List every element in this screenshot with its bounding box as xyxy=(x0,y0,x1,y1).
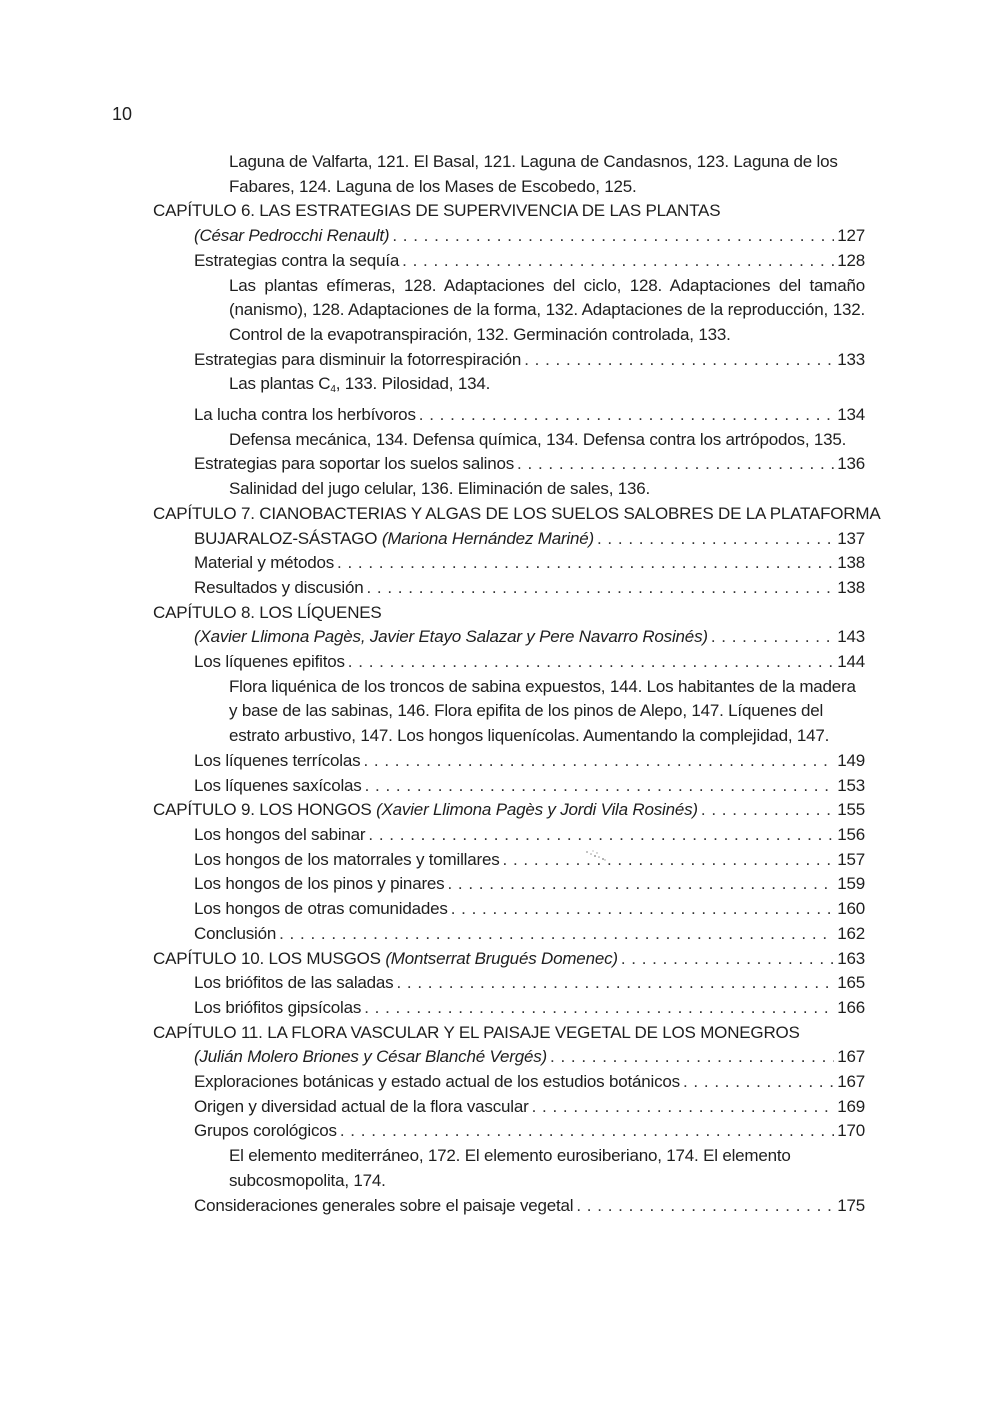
entry-page: 166 xyxy=(837,997,865,1017)
chapter9-author: (Xavier Llimona Pagès y Jordi Vila Rosinés) xyxy=(376,800,698,820)
chapter9-page: 155 xyxy=(837,800,865,820)
entry-title: Exploraciones botánicas y estado actual de los estudios botánicos xyxy=(194,1072,680,1092)
entry-title: Los briófitos gipsícolas xyxy=(194,997,362,1017)
toc-entry xyxy=(153,749,865,774)
section-detail: Salinidad del jugo celular, 136. Eliminación de sales, 136. xyxy=(229,479,651,499)
chapter8-author-entry xyxy=(153,625,865,650)
dot-leader xyxy=(576,1194,834,1219)
chapter7-title-line2 xyxy=(194,527,594,552)
dot-leader xyxy=(451,897,835,922)
toc-entry xyxy=(153,971,865,996)
chapter10-title: CAPÍTULO 10. LOS MUSGOS xyxy=(153,948,381,968)
table-of-contents xyxy=(153,150,881,1218)
chapter10-title-line xyxy=(153,947,618,972)
dot-leader xyxy=(503,848,835,873)
entry-title: Los hongos de otras comunidades xyxy=(194,899,448,919)
dot-leader xyxy=(363,749,834,774)
toc-entry xyxy=(153,249,865,274)
chapter11-page: 167 xyxy=(837,1047,865,1067)
entry-page: 157 xyxy=(837,849,865,869)
chapter6-author-entry xyxy=(153,224,865,249)
dot-leader xyxy=(279,922,834,947)
scan-speck xyxy=(583,848,613,862)
chapter7-author: (Mariona Hernández Mariné) xyxy=(381,528,594,548)
chapter9-title-line xyxy=(153,798,698,823)
toc-entry xyxy=(153,1194,865,1219)
entry-title: Material y métodos xyxy=(194,553,335,573)
dot-leader xyxy=(368,823,834,848)
chapter8-title: CAPÍTULO 8. LOS LÍQUENES xyxy=(153,602,382,622)
section-detail xyxy=(153,372,865,403)
entry-page: 162 xyxy=(837,923,865,943)
entry-title: Los líquenes terrícolas xyxy=(194,750,361,770)
dot-leader xyxy=(621,947,834,972)
entry-page: 156 xyxy=(837,824,865,844)
entry-page: 167 xyxy=(837,1072,865,1092)
entry-title: Los líquenes saxícolas xyxy=(194,775,362,795)
dot-leader xyxy=(532,1095,835,1120)
entry-title: Consideraciones generales sobre el paisaje vegetal xyxy=(194,1195,574,1215)
entry-page: 159 xyxy=(837,874,865,894)
detail-text: Las plantas C xyxy=(229,374,331,394)
entry-title: Resultados y discusión xyxy=(194,577,364,597)
dot-leader xyxy=(550,1045,834,1070)
chapter7-title: CAPÍTULO 7. CIANOBACTERIAS Y ALGAS DE LOS SUELOS SALOBRES DE LA PLATAFORMA xyxy=(153,503,881,523)
toc-entry xyxy=(153,922,865,947)
entry-title: Grupos corológicos xyxy=(194,1121,337,1141)
dot-leader xyxy=(517,452,834,477)
entry-title: Los hongos de los pinos y pinares xyxy=(194,874,445,894)
chapter7-title-entry xyxy=(153,527,865,552)
entry-title: Los hongos de los matorrales y tomillares xyxy=(194,849,500,869)
chapter11-author: (Julián Molero Briones y César Blanché Vergés) xyxy=(194,1047,547,1067)
chapter8-author: (Xavier Llimona Pagès, Javier Etayo Salazar y Pere Navarro Rosinés) xyxy=(194,627,708,647)
detail-text: , 133. Pilosidad, 134. xyxy=(335,374,491,394)
chapter6-title: CAPÍTULO 6. LAS ESTRATEGIAS DE SUPERVIVENCIA DE LAS PLANTAS xyxy=(153,201,721,221)
chapter10-page: 163 xyxy=(837,948,865,968)
section-detail: Las plantas efímeras, 128. Adaptaciones del ciclo, 128. Adaptaciones del tamaño (nanismo), 128. Adaptaciones de la forma, 132. Adaptaciones de la reproducción, 132. Control de la evapotranspiración, 132. Germinación controlada, 133. xyxy=(229,275,865,344)
entry-title: Estrategias para soportar los suelos salinos xyxy=(194,454,515,474)
entry-page: 138 xyxy=(837,577,865,597)
toc-entry xyxy=(153,996,865,1021)
entry-page: 144 xyxy=(837,652,865,672)
toc-entry xyxy=(153,650,865,675)
entry-page: 165 xyxy=(837,973,865,993)
dot-leader xyxy=(364,996,834,1021)
entry-page: 134 xyxy=(837,405,865,425)
entry-page: 149 xyxy=(837,750,865,770)
entry-page: 153 xyxy=(837,775,865,795)
toc-entry xyxy=(153,872,865,897)
chapter6-author: (César Pedrocchi Renault) xyxy=(194,226,390,246)
dot-leader xyxy=(419,403,834,428)
entry-page: 169 xyxy=(837,1096,865,1116)
chapter9-title-entry xyxy=(153,798,865,823)
dot-leader xyxy=(683,1070,834,1095)
page-number: 10 xyxy=(112,104,133,124)
title-text: BUJARALOZ-SÁSTAGO xyxy=(194,528,378,548)
dot-leader xyxy=(597,527,834,552)
toc-entry xyxy=(153,452,865,477)
entry-page: 170 xyxy=(837,1121,865,1141)
dot-leader xyxy=(337,551,834,576)
entry-title: Los líquenes epifitos xyxy=(194,652,345,672)
entry-page: 128 xyxy=(837,250,865,270)
chapter10-author: (Montserrat Brugués Domenec) xyxy=(385,948,618,968)
dot-leader xyxy=(392,224,834,249)
subscript: 4 xyxy=(330,384,336,396)
entry-page: 136 xyxy=(837,454,865,474)
section-detail: Flora liquénica de los troncos de sabina expuestos, 144. Los habitantes de la madera y base de las sabinas, 146. Flora epifita de los pinos de Alepo, 147. Líquenes del estrato arbustivo, 147. Los hongos liquenícolas. Aumentando la complejidad, 147. xyxy=(229,676,856,746)
entry-page: 175 xyxy=(837,1195,865,1215)
dot-leader xyxy=(365,774,835,799)
chapter10-title-entry xyxy=(153,947,865,972)
chapter9-title: CAPÍTULO 9. LOS HONGOS xyxy=(153,800,372,820)
chapter11-author-entry xyxy=(153,1045,865,1070)
toc-entry xyxy=(153,774,865,799)
dot-leader xyxy=(340,1119,834,1144)
dot-leader xyxy=(711,625,834,650)
dot-leader xyxy=(396,971,834,996)
dot-leader xyxy=(447,872,834,897)
entry-title: Estrategias para disminuir la fotorrespiración xyxy=(194,349,522,369)
entry-page: 160 xyxy=(837,899,865,919)
entry-title: Conclusión xyxy=(194,923,277,943)
entry-title: Los hongos del sabinar xyxy=(194,824,366,844)
entry-page: 138 xyxy=(837,553,865,573)
section-detail: Defensa mecánica, 134. Defensa química, 134. Defensa contra los artrópodos, 135. xyxy=(229,429,847,449)
dot-leader xyxy=(402,249,834,274)
toc-entry xyxy=(153,551,865,576)
chapter7-page: 137 xyxy=(837,528,865,548)
toc-entry xyxy=(153,848,865,873)
chapter6-page: 127 xyxy=(837,226,865,246)
entry-title: Origen y diversidad actual de la flora vascular xyxy=(194,1096,529,1116)
entry-page: 133 xyxy=(837,349,865,369)
dot-leader xyxy=(524,348,834,373)
toc-entry xyxy=(153,823,865,848)
entry-title: Estrategias contra la sequía xyxy=(194,250,400,270)
dot-leader xyxy=(701,798,834,823)
chapter11-title: CAPÍTULO 11. LA FLORA VASCULAR Y EL PAISAJE VEGETAL DE LOS MONEGROS xyxy=(153,1022,800,1042)
toc-entry xyxy=(153,1119,865,1144)
toc-entry xyxy=(153,403,865,428)
toc-entry xyxy=(153,576,865,601)
dot-leader xyxy=(366,576,834,601)
entry-title: La lucha contra los herbívoros xyxy=(194,405,416,425)
toc-entry xyxy=(153,348,865,373)
toc-entry xyxy=(153,1095,865,1120)
chapter5-continuation: Laguna de Valfarta, 121. El Basal, 121. Laguna de Candasnos, 123. Laguna de los Fabares, 124. Laguna de los Mases de Escobedo, 125. xyxy=(229,152,838,196)
toc-entry xyxy=(153,1070,865,1095)
toc-entry xyxy=(153,897,865,922)
dot-leader xyxy=(348,650,834,675)
entry-title: Los briófitos de las saladas xyxy=(194,973,394,993)
section-detail: El elemento mediterráneo, 172. El elemento eurosiberiano, 174. El elemento subcosmopolita, 174. xyxy=(229,1146,791,1190)
chapter8-page: 143 xyxy=(837,627,865,647)
